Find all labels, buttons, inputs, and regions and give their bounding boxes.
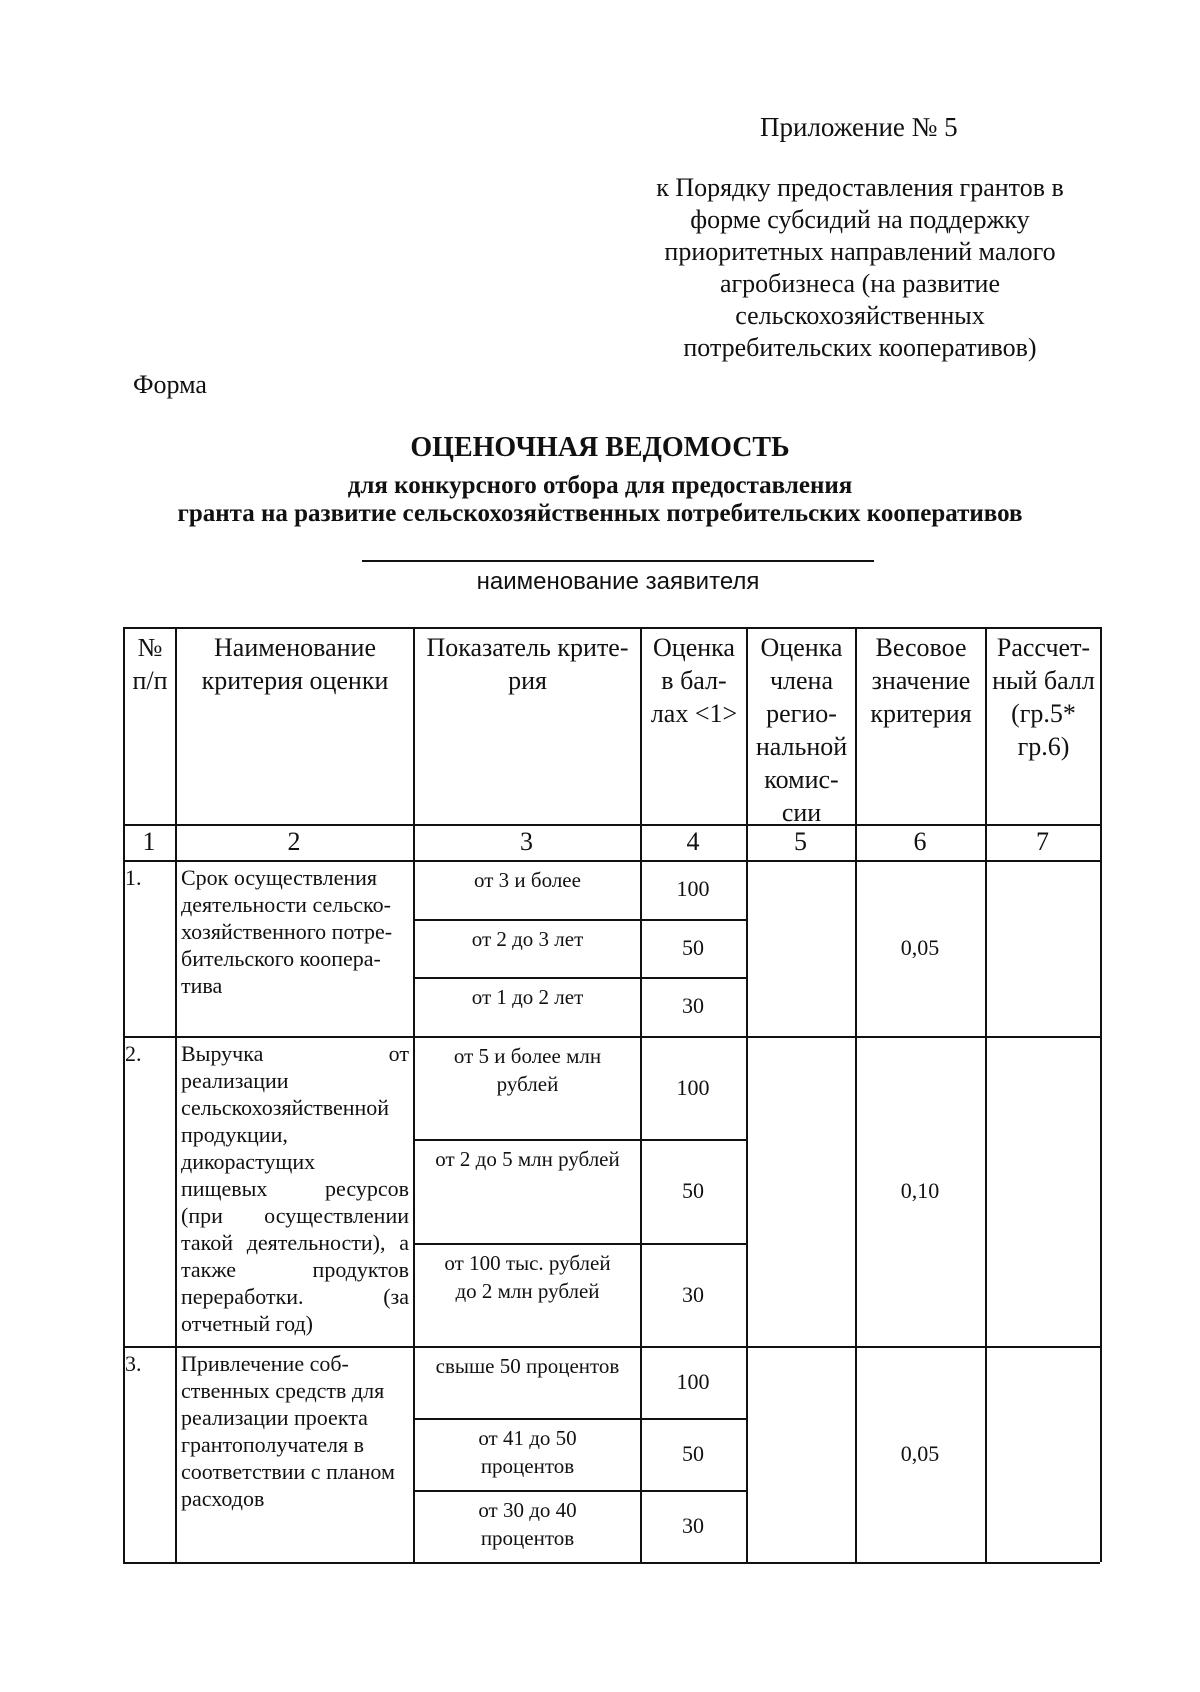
column-number-cell: 6 — [913, 827, 927, 856]
indicator-cell — [415, 1352, 640, 1418]
header-cell-line: комис- — [764, 765, 839, 794]
criterion-line: переработки. (за — [181, 1284, 409, 1309]
commission-score-input[interactable] — [746, 1346, 855, 1562]
header-cell — [415, 631, 640, 824]
criterion-text — [181, 1040, 409, 1346]
criterion-text — [181, 864, 409, 1036]
indicator-line: до 2 млн рублей — [455, 1278, 600, 1303]
header-cell — [177, 631, 413, 824]
header-cell-line: значение — [871, 666, 971, 695]
criterion-line: реализации — [181, 1068, 289, 1093]
criterion-line: (при осуществлении — [181, 1203, 409, 1228]
score-cell: 50 — [682, 1178, 704, 1204]
indicator-cell — [415, 925, 640, 978]
indicator-cell — [415, 1249, 640, 1346]
header-cell-line: Наименование — [214, 633, 376, 662]
header-cell-line: № — [137, 633, 163, 662]
appendix-reference-line: потребительских кооперативов) — [683, 333, 1037, 362]
row-number: 2. — [125, 1041, 142, 1066]
document-title: ОЦЕНОЧНАЯ ВЕДОМОСТЬ — [410, 432, 790, 463]
criterion-line: также продуктов — [181, 1257, 409, 1282]
header-cell-line: регио- — [766, 699, 837, 728]
header-cell-line: Оценка — [760, 633, 843, 662]
appendix-reference-line: форме субсидий на поддержку — [690, 205, 1030, 234]
header-cell — [748, 631, 855, 827]
column-number-cell: 5 — [794, 827, 807, 856]
appendix-reference-line: к Порядку предоставления грантов в — [656, 173, 1064, 202]
indicator-cell — [415, 983, 640, 1036]
header-cell-line: рия — [508, 666, 547, 695]
criterion-line: деятельности сельско- — [181, 892, 391, 917]
indicator-line: от 41 до 50 — [478, 1426, 577, 1450]
header-cell — [642, 631, 746, 824]
criterion-text — [181, 1350, 409, 1562]
appendix-title: Приложение № 5 — [760, 112, 958, 142]
header-cell-line: Весовое — [875, 633, 967, 662]
criterion-line: грантополучателя в — [181, 1432, 364, 1457]
criterion-line: Срок осуществления — [181, 865, 378, 890]
applicant-name-caption: наименование заявителя — [476, 568, 760, 595]
calculated-score-input[interactable] — [985, 1036, 1100, 1346]
indicator-line: свыше 50 процентов — [435, 1354, 620, 1378]
appendix-reference-line: приоритетных направлений малого — [664, 237, 1056, 266]
criterion-line: сельскохозяйственной — [181, 1095, 390, 1120]
indicator-line: от 100 тыс. рублей — [444, 1250, 611, 1275]
calculated-score-input[interactable] — [985, 860, 1100, 1036]
criterion-line: соответствии с планом — [181, 1459, 395, 1484]
appendix-reference-line: сельскохозяйственных — [735, 301, 985, 330]
indicator-cell — [415, 1145, 640, 1242]
column-number-cell: 1 — [142, 827, 156, 856]
table-row-border — [123, 1562, 1100, 1564]
score-cell: 50 — [682, 934, 704, 960]
criterion-line: расходов — [181, 1486, 265, 1511]
column-number-cell: 7 — [1036, 827, 1049, 856]
appendix-reference-line: агробизнеса (на развитие — [719, 269, 1001, 298]
indicator-line: от 2 до 3 лет — [471, 926, 584, 951]
commission-score-input[interactable] — [746, 860, 855, 1036]
header-cell — [125, 631, 175, 824]
criterion-line: отчетный год) — [181, 1311, 313, 1336]
table-border-top — [123, 627, 1100, 629]
header-cell-line: Рассчет- — [996, 633, 1091, 662]
score-cell: 30 — [682, 1513, 704, 1538]
indicator-line: от 1 до 2 лет — [471, 985, 584, 1010]
row-number: 1. — [125, 865, 142, 890]
criterion-line: Привлечение соб- — [181, 1351, 349, 1376]
indicator-line: от 2 до 5 млн рублей — [435, 1147, 620, 1172]
commission-score-input[interactable] — [746, 1036, 855, 1346]
header-cell-line: в бал- — [661, 666, 727, 695]
score-cell: 50 — [682, 1441, 704, 1466]
header-cell — [987, 631, 1100, 824]
criterion-line: Выручка от — [181, 1041, 409, 1066]
header-cell-line: члена — [769, 666, 834, 695]
header-cell-line: ный балл — [992, 666, 1095, 695]
criterion-line: реализации проекта — [181, 1405, 368, 1430]
form-label: Форма — [133, 370, 207, 399]
header-cell-line: п/п — [132, 666, 168, 695]
criterion-line: такой деятельности), а — [181, 1230, 409, 1255]
header-cell — [857, 631, 985, 824]
header-cell-line: (гр.5* — [1011, 699, 1076, 728]
criterion-line: продукции, — [181, 1122, 288, 1147]
header-cell-line: критерия — [870, 699, 972, 728]
row-number: 3. — [125, 1351, 142, 1376]
header-cell-line: Оценка — [653, 633, 735, 662]
document-subtitle: гранта на развитие сельскохозяйственных потребительских кооперативов — [177, 500, 1023, 527]
indicator-line: от 3 и более — [474, 868, 581, 892]
indicator-line: от 5 и более млн — [453, 1044, 602, 1068]
score-cell: 30 — [682, 993, 704, 1019]
indicator-line: рублей — [496, 1072, 559, 1096]
score-cell: 100 — [676, 876, 710, 901]
criterion-line: дикорастущих — [181, 1149, 316, 1174]
score-cell: 100 — [676, 1075, 710, 1100]
indicator-line: процентов — [480, 1526, 575, 1550]
document-subtitle: для конкурсного отбора для предоставления — [347, 472, 853, 499]
indicator-line: от 30 до 40 — [478, 1498, 577, 1522]
header-cell-line: Показатель крите- — [426, 633, 629, 662]
score-cell: 30 — [682, 1281, 704, 1307]
criterion-line: пищевых ресурсов — [181, 1176, 409, 1201]
indicator-cell — [415, 1424, 640, 1490]
header-cell-line: сии — [781, 798, 822, 827]
column-number-cell: 2 — [287, 827, 301, 856]
indicator-cell — [415, 1042, 640, 1139]
criterion-line: тива — [181, 973, 223, 998]
header-cell-line: гр.6) — [1017, 732, 1070, 761]
header-cell-line: критерия оценки — [201, 666, 389, 695]
header-cell-line: нальной — [755, 732, 848, 761]
table-column-border — [1100, 627, 1102, 1562]
criterion-line: ственных средств для — [181, 1378, 385, 1403]
weight-cell: 0,05 — [900, 1441, 940, 1466]
calculated-score-input[interactable] — [985, 1346, 1100, 1562]
column-number-cell: 4 — [686, 827, 700, 856]
score-cell: 100 — [676, 1369, 710, 1394]
header-cell-line: лах <1> — [650, 699, 738, 728]
criterion-line: хозяйственного потре- — [181, 919, 393, 944]
weight-cell: 0,05 — [900, 935, 940, 960]
indicator-line: процентов — [480, 1454, 575, 1478]
criterion-line: бительского коопера- — [181, 946, 381, 971]
indicator-cell — [415, 1496, 640, 1562]
indicator-cell — [415, 866, 640, 919]
column-number-cell: 3 — [520, 827, 533, 856]
weight-cell: 0,10 — [900, 1178, 940, 1203]
